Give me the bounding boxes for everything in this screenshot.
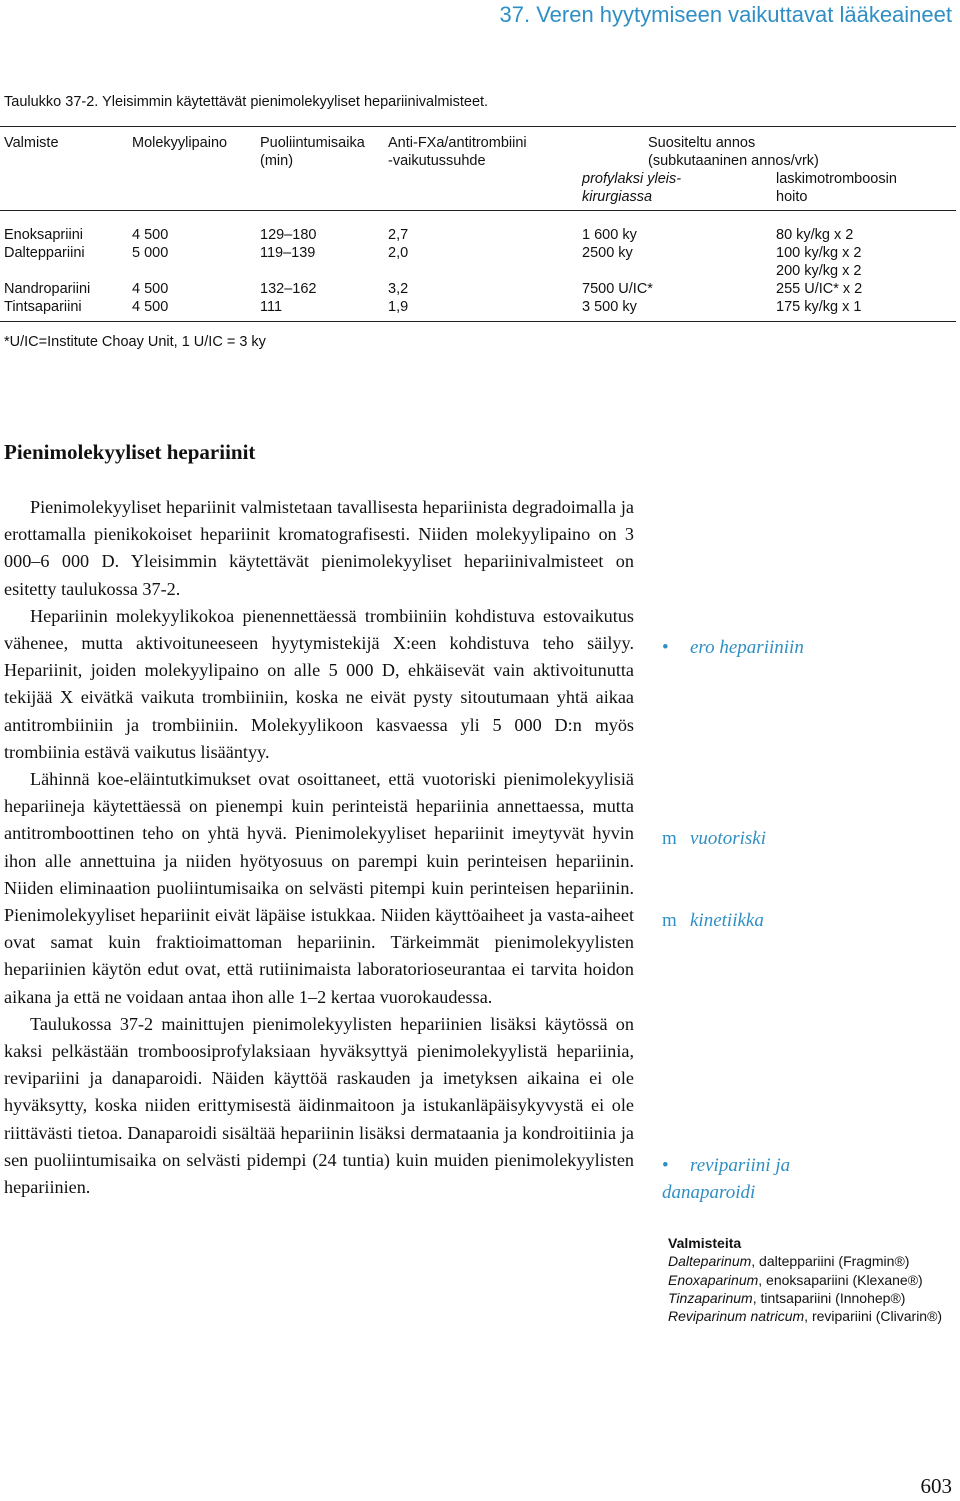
header-antifxa-ratio: -vaikutussuhde bbox=[388, 153, 486, 169]
preparation-latin: Dalteparinum bbox=[668, 1253, 752, 1270]
preparation-item bbox=[668, 1289, 946, 1307]
row-ratio: 2,7 bbox=[388, 227, 409, 243]
margin-note-revipariini bbox=[662, 1152, 842, 1206]
row-mw: 4 500 bbox=[132, 299, 169, 315]
row-half-life: 129–180 bbox=[260, 227, 317, 243]
margin-note-ero-hepariiniin bbox=[662, 634, 804, 661]
preparation-text: , dalteppariini (Fragmin®) bbox=[751, 1253, 910, 1270]
table-top-rule bbox=[0, 126, 956, 127]
bullet-icon: m bbox=[662, 828, 677, 849]
chapter-title: 37. Veren hyytymiseen vaikuttavat lääkeaineet bbox=[499, 2, 952, 27]
row-treatment-alt: 200 ky/kg x 2 bbox=[776, 263, 862, 279]
row-ratio: 2,0 bbox=[388, 245, 409, 261]
page-number: 603 bbox=[920, 1474, 952, 1498]
preparation-item bbox=[668, 1252, 946, 1270]
paragraph: Taulukossa 37-2 mainittujen pienimolekyylisten hepariinien lisäksi käytössä on kaksi pelkästään tromboosiprofylaksiaan hyväksyttyä pienimolekyylistä hepariinia, revipariini ja danaparoidi. Näiden käyttöä raskauden ja imetyksen aikaina ei ole hyväksytty, koska niiden erittymisestä äidinmaitoon ja istukanläpäisykyvystä ei ole riittävästi tietoa. Danaparoidi sisältää hepariinin lisäksi dermataania ja kondroitiinia ja sen puoliintumisaika on selvästi pidempi (24 tuntia) kuin muiden pienimolekyylisten hepariinien. bbox=[4, 1013, 634, 1198]
row-treatment: 80 ky/kg x 2 bbox=[776, 227, 854, 243]
row-name: Nandropariini bbox=[4, 281, 91, 297]
paragraph: Hepariinin molekyylikokoa pienennettäessä trombiiniin kohdistuva estovaikutus vähenee, mutta aktivoituneeseen hyytymistekijä X:een kohdistuva teho säilyy. Hepariinit, joiden molekyylipaino on alle 5 000 D, ehkäisevät vain aktivoitunutta tekijää X eivätkä vaikuta trombiiniin, koska ne eivät pysty sitoutumaan yhtä aikaa antitrombiiniin ja trombiiniin. Molekyylikoon kasvaessa yli 5 000 D:n myös trombiinia estävä vaikutus lisääntyy. bbox=[4, 605, 634, 762]
margin-note-vuotoriski bbox=[662, 825, 766, 852]
row-treatment: 175 ky/kg x 1 bbox=[776, 299, 862, 315]
preparation-text: , revipariini (Clivarin®) bbox=[804, 1308, 943, 1325]
row-mw: 4 500 bbox=[132, 281, 169, 297]
preparations-list bbox=[668, 1234, 946, 1325]
margin-note-kinetiikka bbox=[662, 907, 764, 934]
margin-note-text: ero hepariiniin bbox=[690, 637, 804, 658]
row-half-life: 132–162 bbox=[260, 281, 317, 297]
table-footnote: *U/IC=Institute Choay Unit, 1 U/IC = 3 ky bbox=[4, 334, 266, 350]
header-suositeltu: Suositeltu annos bbox=[648, 135, 756, 151]
row-ratio: 1,9 bbox=[388, 299, 409, 315]
row-treatment: 100 ky/kg x 2 bbox=[776, 245, 862, 261]
row-name: Enoksapriini bbox=[4, 227, 83, 243]
header-profylaksi: profylaksi yleis- bbox=[582, 171, 682, 187]
header-puoliintumisaika: Puoliintumisaika bbox=[260, 135, 365, 151]
header-hoito: hoito bbox=[776, 189, 808, 205]
row-prophylaxis: 2500 ky bbox=[582, 245, 633, 261]
row-name: Dalteppariini bbox=[4, 245, 85, 261]
margin-note-text: vuotoriski bbox=[690, 828, 766, 849]
table-bottom-rule bbox=[0, 321, 956, 322]
row-mw: 5 000 bbox=[132, 245, 169, 261]
header-laskimotromboosin: laskimotromboosin bbox=[776, 171, 897, 187]
bullet-icon: m bbox=[662, 910, 677, 931]
margin-note-text: revipariini ja danaparoidi bbox=[662, 1155, 791, 1203]
row-half-life: 119–139 bbox=[260, 245, 316, 261]
header-puoliintumisaika-unit: (min) bbox=[260, 153, 294, 169]
bullet-icon: • bbox=[662, 1155, 669, 1176]
section-heading: Pienimolekyyliset hepariinit bbox=[4, 440, 256, 464]
preparation-item bbox=[668, 1307, 946, 1325]
preparations-heading: Valmisteita bbox=[668, 1235, 742, 1251]
paragraph: Pienimolekyyliset hepariinit valmistetaan tavallisesta hepariinista degradoimalla ja erottamalla pienikokoiset hepariinit kromatografisesti. Niiden molekyylipaino on 3 000–6 000 D. Yleisimmin käytettävät pienimolekyyliset hepariinivalmisteet on esitetty taulukossa 37-2. bbox=[4, 497, 634, 599]
preparation-latin: Enoxaparinum bbox=[668, 1271, 759, 1288]
table-header-rule bbox=[0, 210, 956, 211]
row-ratio: 3,2 bbox=[388, 281, 409, 297]
row-half-life: 111 bbox=[260, 299, 283, 315]
preparation-latin: Tinzaparinum bbox=[668, 1289, 753, 1306]
preparation-item bbox=[668, 1271, 946, 1289]
preparation-text: , enoksapariini (Klexane®) bbox=[758, 1271, 923, 1288]
row-prophylaxis: 1 600 ky bbox=[582, 227, 637, 243]
preparation-latin: Reviparinum natricum bbox=[668, 1308, 805, 1325]
row-treatment: 255 U/IC* x 2 bbox=[776, 281, 863, 297]
header-kirurgiassa: kirurgiassa bbox=[582, 189, 653, 205]
row-name: Tintsapariini bbox=[4, 299, 82, 315]
header-molekyylipaino: Molekyylipaino bbox=[132, 135, 228, 151]
preparation-text: , tintsapariini (Innohep®) bbox=[752, 1289, 906, 1306]
bullet-icon: • bbox=[662, 637, 669, 658]
header-valmiste: Valmiste bbox=[4, 135, 59, 151]
header-antifxa: Anti-FXa/antitrombiini bbox=[388, 135, 527, 151]
margin-note-text: kinetiikka bbox=[690, 910, 764, 931]
header-subkutaaninen: (subkutaaninen annos/vrk) bbox=[648, 153, 819, 169]
table-caption: Taulukko 37-2. Yleisimmin käytettävät pienimolekyyliset hepariinivalmisteet. bbox=[4, 94, 489, 110]
paragraph: Lähinnä koe-eläintutkimukset ovat osoittaneet, että vuotoriski pienimolekyylisiä hepariineja käytettäessä on pienempi kuin perinteistä hepariinia annettaessa, mutta antitromboottinen teho on yhtä hyvä. Pienimolekyyliset hepariinit imeytyvät hyvin ihon alle annettuina ja niiden hyötyosuus on parempi kuin perinteisen hepariinin. Niiden eliminaation puoliintumisaika on selvästi pitempi kuin perinteisen hepariinin. Pienimolekyyliset hepariinit eivät läpäise istukkaa. Niiden käyttöaiheet ja vasta-aiheet ovat samat kuin fraktioimattoman hepariinin. Tärkeimmät pienimolekyylisten hepariinien käytön edut ovat, että rutiinimaista laboratorioseurantaa ei tarvita hoidon aikana ja että ne voidaan antaa ihon alle 1–2 kertaa vuorokaudessa. bbox=[4, 769, 634, 1007]
row-mw: 4 500 bbox=[132, 227, 169, 243]
row-prophylaxis: 3 500 ky bbox=[582, 299, 637, 315]
body-text bbox=[4, 494, 634, 1201]
row-prophylaxis: 7500 U/IC* bbox=[582, 281, 653, 297]
